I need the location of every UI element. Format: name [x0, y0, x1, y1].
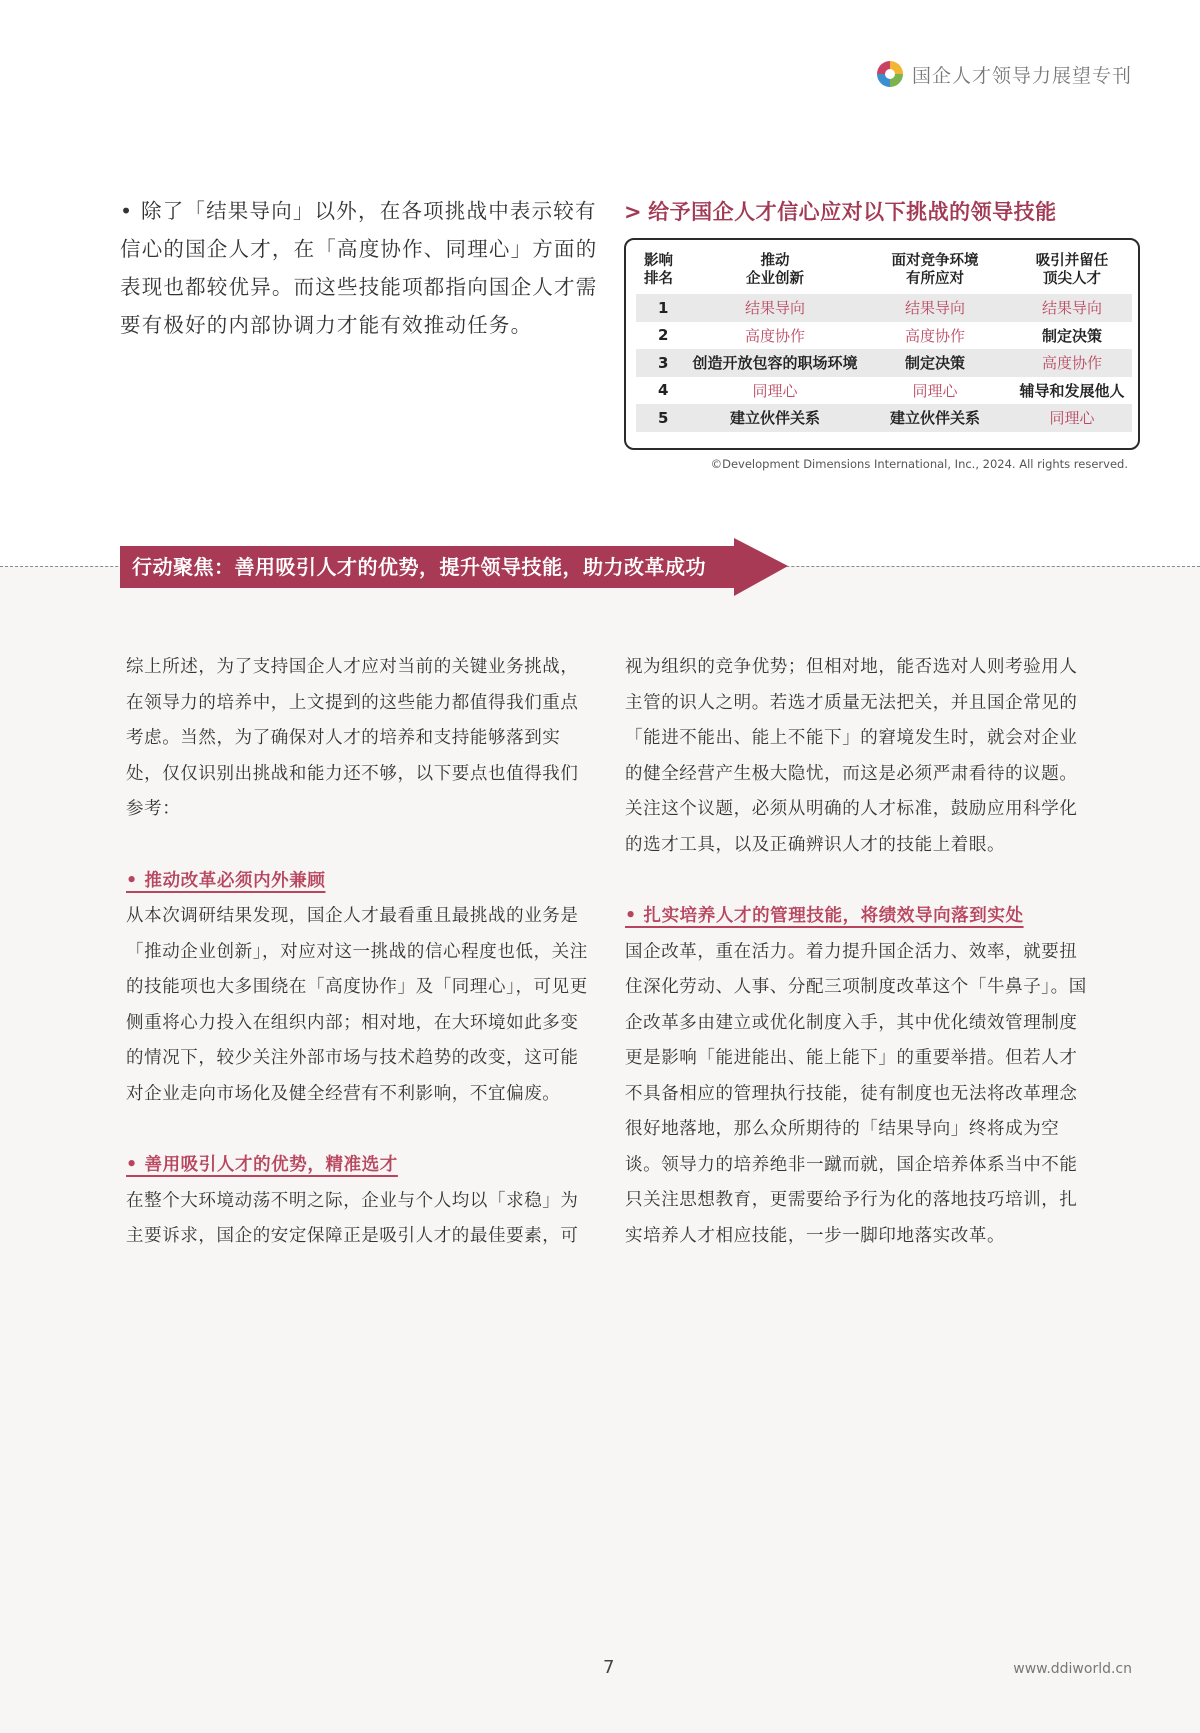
right-paragraph-2: 国企改革，重在活力。着力提升国企活力、效率，就要扭住深化劳动、人事、分配三项制度改革这个「牛鼻子」。国企改革多由建立或优化制度入手，其中优化绩效管理制度更是影响「能进能出、能上能下」的重要举措。但若人才不具备相应的管理执行技能，徒有制度也无法将改革理念很好地落地，那么众所期待的「结果导向」终将成为空谈。领导力的培养绝非一蹴而就，国企培养体系当中不能只关注思想教育，更需要给予行为化的落地技巧培训，扎实培养人才相应技能，一步一脚印地落实改革。 [625, 941, 1087, 1246]
chevron-right-icon: > [624, 200, 643, 224]
left-paragraph-1: 综上所述，为了支持国企人才应对当前的关键业务挑战，在领导力的培养中，上文提到的这些能力都值得我们重点考虑。当然，为了确保对人才的培养和支持能够落到实处，仅仅识别出挑战和能力还不够，以下要点也值得我们参考： [126, 657, 579, 819]
left-column [126, 650, 594, 1255]
subheading-management-skills: • 扎实培养人才的管理技能，将绩效导向落到实处 [625, 906, 1024, 926]
header-rank: 影响 排名 [644, 253, 673, 287]
publication-title: 国企人才领导力展望专刊 [911, 64, 1132, 87]
page-header [876, 60, 1132, 88]
skills-table-container [624, 238, 1140, 450]
subheading-reform-balance: • 推动改革必须内外兼顾 [126, 870, 326, 891]
table-title [624, 196, 1057, 226]
website-link[interactable]: www.ddiworld.cn [1013, 1661, 1132, 1677]
banner-text: 行动聚焦：善用吸引人才的优势，提升领导技能，助力改革成功 [132, 555, 706, 579]
header-competitive-environment: 面对竞争环境 有所应对 [891, 253, 979, 287]
left-paragraph-3: 在整个大环境动荡不明之际，企业与个人均以「求稳」为主要诉求，国企的安定保障正是吸引人才的最佳要素，可 [126, 1190, 579, 1246]
table-header-row [636, 248, 1132, 294]
right-paragraph-1: 视为组织的竞争优势；但相对地，能否选对人则考验用人主管的识人之明。若选才质量无法把关，并且国企常见的「能进不能出、能上不能下」的窘境发生时，就会对企业的健全经营产生极大隐忧，而这是必须严肃看待的议题。关注这个议题，必须从明确的人才标准，鼓励应用科学化的选才工具，以及正确辨识人才的技能上着眼。 [625, 657, 1078, 855]
header-attract-talent: 吸引并留任 顶尖人才 [1035, 253, 1109, 287]
table-row: 4 同理心 同理心 辅导和发展他人 [658, 381, 1125, 400]
intro-paragraph: • 除了「结果导向」以外，在各项挑战中表示较有信心的国企人才，在「高度协作、同理心」方面的表现也都较优异。而这些技能项都指向国企人才需要有极好的内部协调力才能有效推动任务。 [120, 199, 598, 337]
ddi-logo-icon [876, 60, 904, 88]
skills-table [636, 248, 1132, 432]
table-row: 3 创造开放包容的职场环境 制定决策 高度协作 [636, 349, 1132, 377]
table-row: 2 高度协作 高度协作 制定决策 [658, 326, 1102, 345]
left-paragraph-2: 从本次调研结果发现，国企人才最看重且最挑战的业务是「推动企业创新」，对应对这一挑战的信心程度也低，关注的技能项也大多围绕在「高度协作」及「同理心」，可见更侧重将心力投入在组织内部；相对地，在大环境如此多变的情况下，较少关注外部市场与技术趋势的改变，这可能对企业走向市场化及健全经营有不利影响，不宜偏废。 [126, 906, 588, 1104]
page-number: 7 [603, 1657, 615, 1678]
table-title-text: 给予国企人才信心应对以下挑战的领导技能 [648, 200, 1057, 224]
table-row: 1 结果导向 结果导向 结果导向 [636, 294, 1132, 322]
table-row: 5 建立伙伴关系 建立伙伴关系 同理心 [636, 404, 1132, 432]
action-focus-banner [120, 538, 788, 596]
copyright-notice: ©Development Dimensions International, Inc., 2024. All rights reserved. [710, 457, 1128, 471]
header-drive-innovation: 推动 企业创新 [746, 253, 804, 287]
right-column [625, 650, 1093, 1254]
subheading-talent-selection: • 善用吸引人才的优势，精准选才 [126, 1155, 398, 1175]
